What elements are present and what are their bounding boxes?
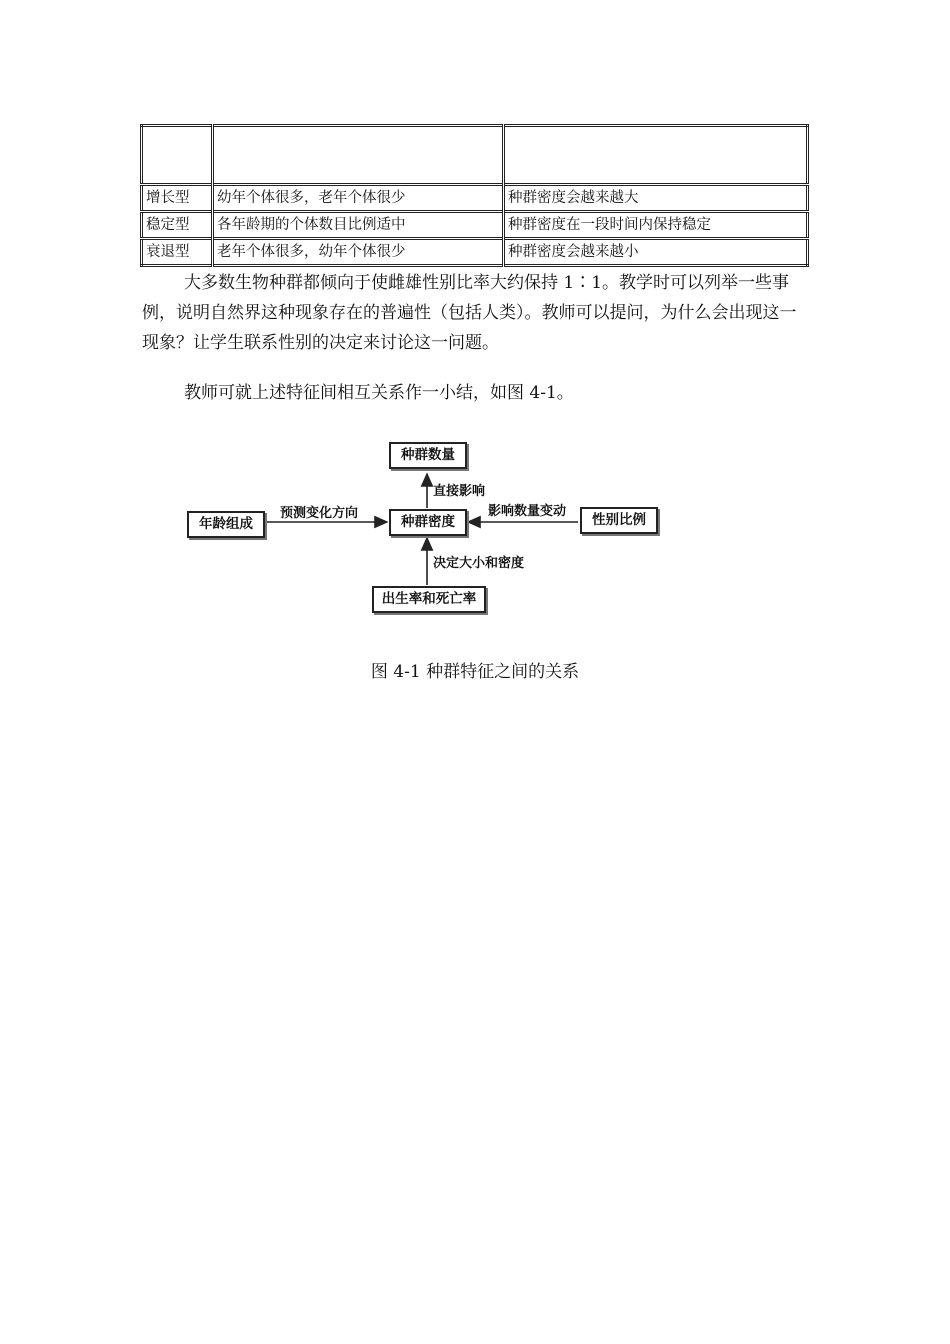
table-row [142,239,808,266]
paragraph-sex-ratio: 大多数生物种群都倾向于使雌雄性别比率大约保持 1∶1。教学时可以列举一些事例，说明自然界这种现象存在的普遍性（包括人类）。教师可以提问，为什么会出现这一现象？让学生联系性别的决定来讨论这一问题。 [142,273,797,353]
box-age-structure: 年龄组成 [187,511,265,538]
label-predict-trend: 预测变化方向 [280,506,359,521]
table-header-cell [213,126,504,185]
table-header-cell [142,126,213,185]
table-cell-feature: 各年龄期的个体数目比例适中 [213,212,504,239]
table-header-row [142,126,808,185]
table-row [142,212,808,239]
table-header-cell [504,126,808,185]
population-relationship-diagram [0,430,950,620]
table-cell-type: 衰退型 [142,239,213,266]
table-cell-type: 增长型 [142,185,213,212]
box-population-density: 种群密度 [389,509,467,536]
age-structure-table [140,124,809,267]
figure-caption: 图 4-1 种群特征之间的关系 [370,662,580,682]
table-cell-trend: 种群密度会越来越大 [504,185,808,212]
label-affect-change: 影响数量变动 [488,504,567,519]
box-sex-ratio: 性别比例 [580,507,658,534]
table-cell-feature: 老年个体很多，幼年个体很少 [213,239,504,266]
box-birth-death-rate: 出生率和死亡率 [372,586,486,613]
table-cell-trend: 种群密度在一段时间内保持稳定 [504,212,808,239]
table-cell-trend: 种群密度会越来越小 [504,239,808,266]
label-determine-size: 决定大小和密度 [433,556,525,571]
table-row [142,185,808,212]
box-population-size: 种群数量 [389,442,467,469]
table-cell-type: 稳定型 [142,212,213,239]
table-cell-feature: 幼年个体很多，老年个体很少 [213,185,504,212]
paragraph-summary: 教师可就上述特征间相互关系作一小结，如图 4-1。 [184,383,574,403]
label-direct-effect: 直接影响 [433,484,486,499]
